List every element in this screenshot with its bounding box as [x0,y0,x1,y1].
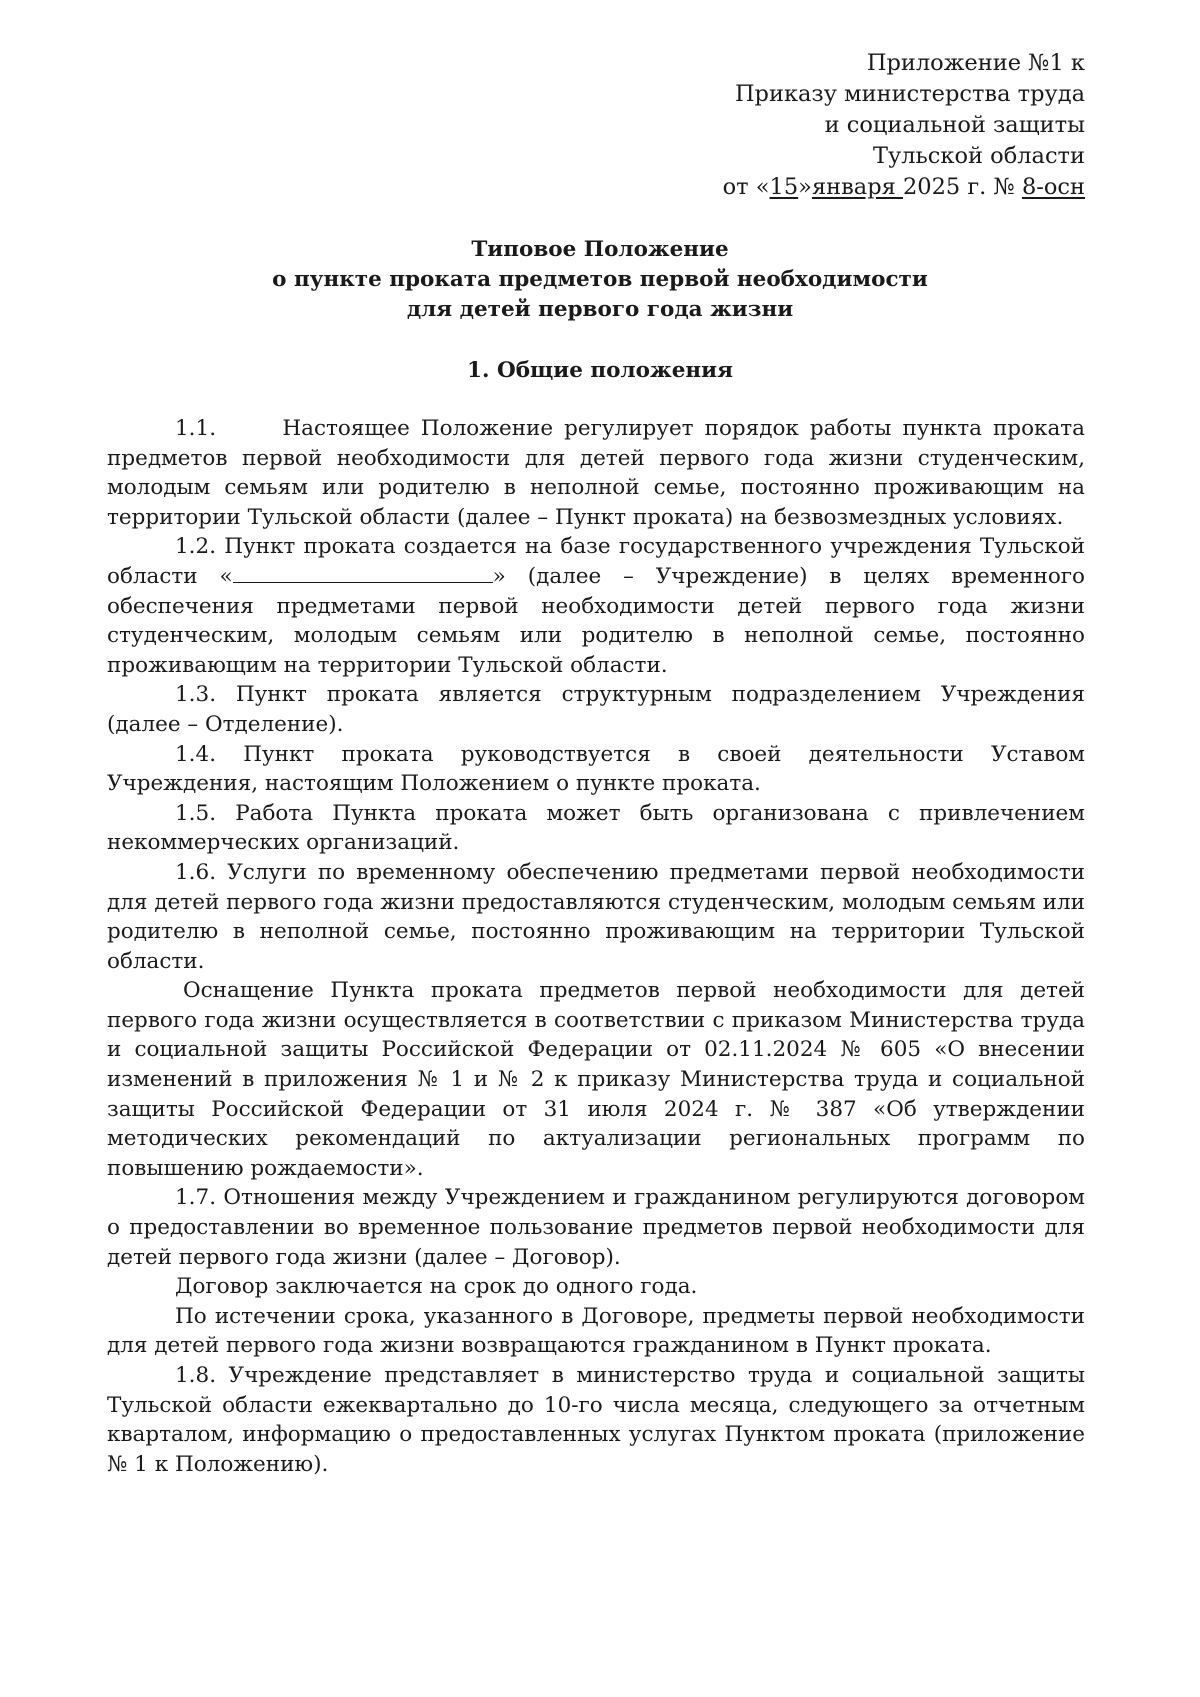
date-day: 15 [769,174,799,200]
paragraph-1-5: 1.5. Работа Пункта проката может быть организована с привлечением некоммерческих организаций. [107,800,1085,856]
paragraph-1-7-return: По истечении срока, указанного в Договоре, предметы первой необходимости для детей первого года жизни возвращаются гражданином в Пункт проката. [107,1303,1085,1359]
date-month: января [811,174,903,200]
header-date-line [723,172,1085,203]
title-line-2: о пункте проката предметов первой необходимости [272,267,928,292]
header-line-4: Тульской области [873,143,1085,169]
paragraph-1-2-end: » (далее – Учреждение) в целях временного обеспечения предметами первой необходимости детей первого года жизни студенческим, молодым семьям или родителю в неполной семье, постоянно проживающим на территории Тульской области. [107,563,1085,678]
paragraph-1-6-equipment: Оснащение Пункта проката предметов первой необходимости для детей первого года жизни осуществляется в соответствии с приказом Министерства труда и социальной защиты Российской Федерации от 02.11.2024 № 605 «О внесении изменений в приложения № 1 и № 2 к приказу Министерства труда и социальной защиты Российской Федерации от 31 июля 2024 г. № 387 «Об утверждении методических рекомендаций по актуализации региональных программ по повышению рождаемости». [107,978,1085,1181]
paragraph-1-1 [107,414,1085,532]
section-heading: 1. Общие положения [467,358,733,383]
title-line-1: Типовое Положение [471,237,729,262]
header-line-1: Приложение №1 к [866,50,1085,76]
institution-name-blank [233,564,493,583]
paragraph-1-2 [107,532,1085,680]
order-number: 8-осн [1021,174,1085,200]
paragraph-1-6: 1.6. Услуги по временному обеспечению предметами первой необходимости для детей первого года жизни предоставляются студенческим, молодым семьям или родителю в неполной семье, постоянно проживающим на территории Тульской области. [107,859,1085,974]
header-line-2: Приказу министерства труда [734,81,1085,107]
paragraph-1-7-term: Договор заключается на срок до одного года. [175,1274,698,1300]
date-prefix: от « [722,174,770,200]
date-year: 2025 г. № [902,174,1022,200]
paragraph-1-4: 1.4. Пункт проката руководствуется в своей деятельности Уставом Учреждения, настоящим Положением о пункте проката. [107,741,1085,797]
header-line-3: и социальной защиты [824,112,1085,138]
paragraph-1-2-start: 1.2. Пункт проката создается на базе государственного учреждения Тульской области « [107,534,1085,589]
title-line-3: для детей первого года жизни [406,297,794,322]
paragraph-1-1-text: Настоящее Положение регулирует порядок работы пункта проката предметов первой необходимости для детей первого года жизни студенческим, молодым семьям или родителю в неполной семье, постоянно проживающим на территории Тульской области (далее – Пункт проката) на безвозмездных условиях. [107,416,1085,530]
document-body [107,414,1085,1479]
document-title [100,235,1100,325]
paragraph-1-8: 1.8. Учреждение представляет в министерство труда и социальной защиты Тульской области ежеквартально до 10-го числа месяца, следующего за отчетным кварталом, информацию о предоставленных услугах Пунктом проката (приложение № 1 к Положению). [107,1363,1085,1477]
paragraph-1-1-number: 1.1. [175,416,217,441]
paragraph-1-7: 1.7. Отношения между Учреждением и гражданином регулируются договором о предоставлении во временное пользование предметов первой необходимости для детей первого года жизни (далее – Договор). [107,1185,1085,1270]
date-mid: » [798,174,812,200]
appendix-header [723,48,1085,203]
paragraph-1-3: 1.3. Пункт проката является структурным подразделением Учреждения (далее – Отделение). [107,682,1085,737]
